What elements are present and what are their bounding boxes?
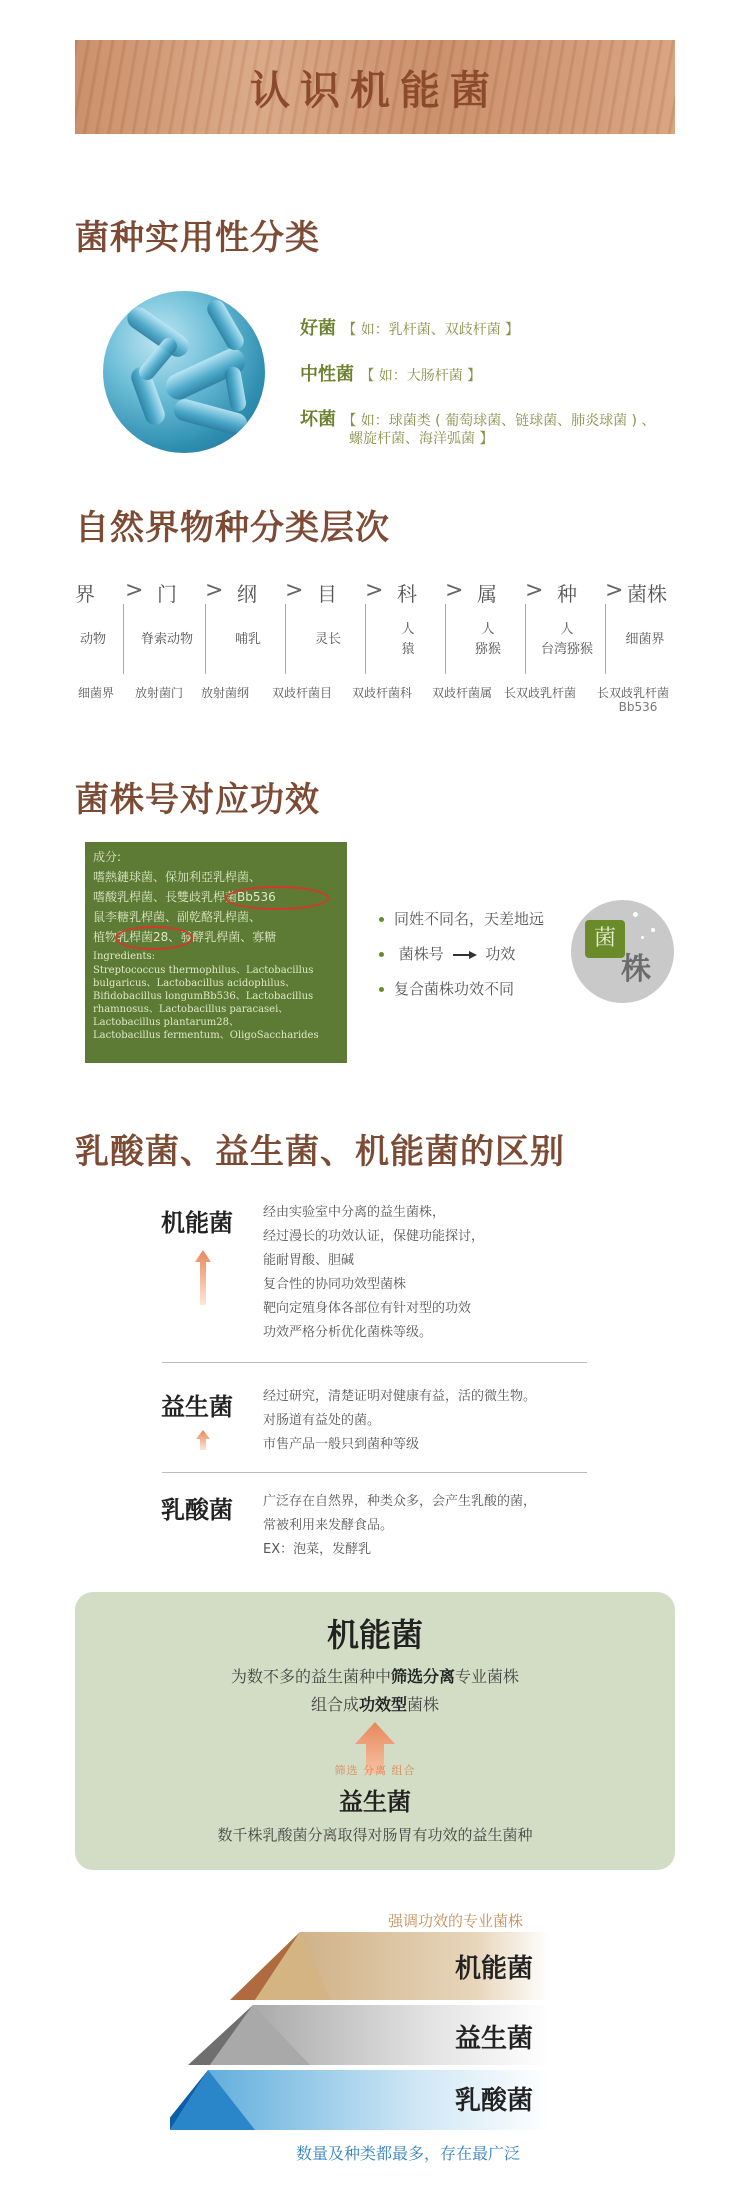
tax-animal: 脊索动物 (140, 632, 193, 647)
pyramid-level-functional: 机能菌 (455, 1954, 534, 1984)
highlight-oval (115, 926, 193, 950)
tax-arrow: > (445, 578, 464, 603)
ingredient-line: 嗜熱鏈球菌、保加利亞乳桿菌、 (93, 870, 262, 884)
functional-desc: 经由实验室中分离的益生菌株， 经过漫长的功效认证，保健功能探讨， 能耐胃酸、胆碱 复合性的协同功效型菌株 靶向定殖身体各部位有针对型的功效 功效严格分析优化菌株等级。 (263, 1205, 485, 1340)
tax-bacteria: 细菌界 (77, 686, 114, 700)
panel-arrow-caption: 筛选 分离 组合 (334, 1764, 416, 1777)
ingredient-en: Lactobacillus fermentum、OligoSaccharides (93, 1030, 319, 1041)
tax-header: 目 (317, 582, 337, 606)
tax-bacteria: 长双歧乳杆菌 (503, 686, 576, 700)
ingredient-label-image (85, 842, 347, 1063)
tax-arrow: > (285, 578, 304, 603)
taxonomy-headers (75, 578, 675, 608)
pyramid-bottom-caption: 数量及种类都最多，存在最广泛 (296, 2144, 521, 2163)
panel-subtitle: 益生菌 (339, 1788, 411, 1816)
ingredient-en: Bifidobacillus longumBb536、Lactobacillus (93, 991, 314, 1002)
ingredient-line: 嗜酸乳桿菌、長雙歧乳桿菌Bb536 (93, 890, 276, 904)
badge-text: 株 (621, 952, 651, 987)
tax-bacteria: 长双歧乳杆菌 (596, 686, 669, 700)
tax-header: 门 (157, 582, 177, 606)
strain-code: Bb536 (618, 700, 658, 714)
ingredients-heading: 成分: (93, 850, 122, 864)
tax-arrow: > (365, 578, 384, 603)
ingredient-line: 植物乳桿菌28、發酵乳桿菌、寡糖 (93, 930, 277, 944)
ingredients-label: Ingredients: (93, 951, 155, 962)
class-bad-label: 坏菌 (300, 409, 336, 430)
label-lactic: 乳酸菌 (161, 1496, 233, 1524)
bacteria-icon: 菌 (585, 920, 625, 958)
divider (162, 1362, 587, 1363)
tax-header: 界 (75, 582, 95, 606)
ingredient-line: 鼠李糖乳桿菌、副乾酪乳桿菌、 (93, 910, 262, 924)
ingredient-en: Lactobacillus plantarum28、 (93, 1017, 239, 1028)
tax-bacteria: 双歧杆菌科 (351, 686, 412, 700)
page-banner (75, 40, 675, 134)
divider (162, 1472, 587, 1473)
highlight-oval (225, 886, 329, 910)
tax-header: 菌株 (627, 582, 667, 606)
tax-bacteria: 放射菌门 (134, 686, 183, 700)
bullet-item: 同姓不同名，天差地远 (379, 908, 544, 929)
class-neutral-example: 【 如：大肠杆菌 】 (360, 368, 482, 384)
class-good (300, 314, 519, 340)
class-bad-example: 【 如：球菌类 ( 葡萄球菌、链球菌、肺炎球菌 ) 、 (342, 413, 656, 429)
tax-header: 纲 (237, 582, 257, 606)
panel-bottom: 数千株乳酸菌分离取得对肠胃有功效的益生菌种 (217, 1826, 533, 1844)
section3-title: 菌株号对应功效 (75, 780, 320, 820)
bullet-item: 复合菌株功效不同 (379, 978, 514, 999)
panel-line2: 组合成功效型菌株 (310, 1695, 440, 1714)
tax-bacteria: 双歧杆菌目 (271, 686, 332, 700)
arrow-right-icon (453, 946, 477, 964)
tax-bacteria: 放射菌纲 (200, 686, 249, 700)
pyramid-level-probiotic: 益生菌 (455, 2024, 534, 2054)
banner-title: 认识机能菌 (250, 67, 500, 114)
tax-bacteria: 双歧杆菌属 (431, 686, 492, 700)
class-neutral (300, 360, 481, 386)
ingredient-en: Streptococcus thermophilus、Lactobacillus (93, 965, 314, 976)
pyramid-level-lactic: 乳酸菌 (455, 2086, 534, 2116)
tax-arrow: > (525, 578, 544, 603)
ingredient-en: rhamnosus、Lactobacillus paracasei、 (93, 1004, 289, 1015)
panel-line1: 为数不多的益生菌种中筛选分离专业菌株 (230, 1667, 520, 1686)
section2-title: 自然界物种分类层次 (75, 508, 390, 548)
tax-header: 种 (557, 582, 577, 606)
arrow-up-icon (195, 1250, 211, 1309)
bullet-strain: 菌株号 (398, 945, 444, 963)
tax-animal: 人 猕猴 (474, 622, 501, 657)
section1-title: 菌种实用性分类 (75, 218, 320, 258)
tax-header: 科 (397, 582, 417, 606)
label-probiotic: 益生菌 (161, 1393, 233, 1421)
tax-animal: 动物 (79, 632, 106, 647)
tax-animal: 细菌界 (625, 632, 665, 647)
tax-header: 属 (477, 582, 497, 606)
ingredient-en: bulgaricus、Lactobacillus acidophilus、 (93, 978, 296, 989)
bullet-item (379, 943, 515, 964)
class-good-label: 好菌 (300, 318, 336, 339)
probiotic-desc: 经过研究，清楚证明对健康有益，活的微生物。 对肠道有益处的菌。 市售产品一般只到菌种等级 (263, 1389, 537, 1452)
tax-animal: 人 台湾猕猴 (540, 622, 593, 657)
bacteria-image (103, 291, 265, 453)
class-bad-example-cont: 螺旋杆菌、海洋弧菌 】 (349, 431, 494, 447)
bullet-efficacy: 功效 (485, 945, 516, 963)
pyramid-top-caption: 强调功效的专业菌株 (388, 1912, 524, 1930)
tax-arrow: > (205, 578, 224, 603)
tax-animal: 人 猿 (401, 622, 415, 657)
tax-arrow: > (125, 578, 144, 603)
lactic-desc: 广泛存在自然界，种类众多，会产生乳酸的菌， 常被利用来发酵食品。 EX：泡菜，发酵乳 (263, 1494, 537, 1557)
label-functional: 机能菌 (161, 1209, 233, 1237)
tax-animal: 灵长 (314, 632, 341, 647)
class-neutral-label: 中性菌 (300, 364, 354, 385)
tax-arrow: > (605, 578, 624, 603)
strain-badge (571, 900, 674, 1003)
tax-animal: 哺乳 (234, 632, 261, 647)
class-good-example: 【 如：乳杆菌、双歧杆菌 】 (342, 322, 520, 338)
panel-title: 机能菌 (326, 1616, 423, 1654)
arrow-up-icon (196, 1430, 210, 1454)
section4-title: 乳酸菌、益生菌、机能菌的区别 (75, 1132, 565, 1172)
